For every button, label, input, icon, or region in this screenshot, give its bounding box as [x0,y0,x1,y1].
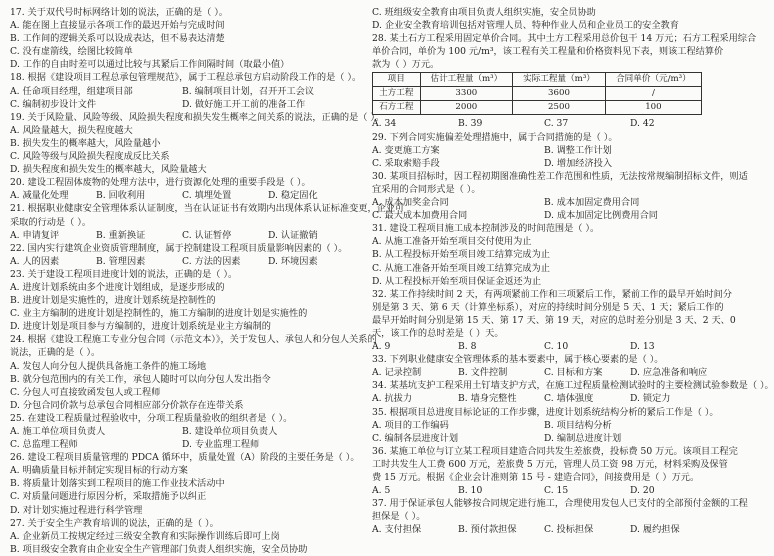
option-row [372,523,716,536]
answer-option: C. 目标和方案 [544,367,603,379]
text-line: 说法，正确的是（ ）。 [10,347,101,359]
answer-option: D. 成本加固定比例费用合同 [544,210,658,222]
answer-option: B. 重新换证 [96,229,146,241]
text-line: A. 风险量越大，损失程度越大 [10,124,133,136]
answer-option: B. 管理因素 [96,255,146,267]
text-line: B. 进度计划是实施性的，进度计划系统是控制性的 [10,295,216,307]
answer-option: B. 成本加固定费用合同 [544,197,640,209]
question-stem: 25. 在建设工程质量过程验收中，分项工程质量验收的组织者是（ ）。 [10,412,293,424]
answer-option: D. 环境因素 [268,255,318,267]
text-line: 费 15 万元。根据《企业会计准则第 15 号 - 建造合同》，间接费用是（ ）万元。 [372,472,700,483]
text-line: D. 从工程投标开始至项目保证金返还为止 [372,275,542,287]
answer-option: C. 总监理工程师 [10,439,78,451]
answer-option: C. 编制各层进度计划 [372,432,459,444]
answer-option: B. 39 [458,118,483,130]
answer-option: A. 申请复评 [10,229,60,241]
text-line: C. 从施工准备开始至项目竣工结算完成为止 [372,262,550,274]
answer-option: D. 认证撤销 [268,229,318,241]
answer-option: C. 墙体强度 [544,393,594,405]
text-line: C. 班组级安全教育由项目负责人组织实施，安全员协助 [372,7,596,18]
answer-option: C. 投标担保 [544,524,594,536]
option-row [372,432,716,445]
question-stem: 27. 关于安全生产教育培训的说法，正确的是（ ）。 [10,517,219,529]
text-line: A. 发包人向分包人提供具备施工条件的施工场地 [10,360,207,372]
answer-option: A. 5 [372,485,391,497]
question-stem: 30. 某项目招标时，因工程初期图准确性差工作范围和性质，无法按常规编制招标文件，则适 [372,170,748,182]
answer-option: A. 任命项目经理，组建项目部 [10,85,133,97]
option-row [372,196,716,209]
answer-option: A. 施工单位项目负责人 [10,426,106,437]
text-line: B. 项目级安全教育由企业安全生产管理部门负责人组织实施，安全员协助 [10,543,308,555]
question-stem: 18. 根据《建设项目工程总承包管理规范》，属于工程总承包方启动阶段工作的是（ ）。 [10,72,362,84]
answer-option: D. 履约担保 [630,524,680,536]
table-header-cell: 项目 [373,73,421,87]
answer-option: C. 编制初步设计文件 [10,98,97,110]
text-line: B. 损失发生的概率越大，风险量越小 [10,137,161,149]
text-line: B. 从工程投标开始至项目竣工结算完成为止 [372,249,550,261]
answer-option: A. 变更施工方案 [372,144,440,156]
table-cell: / [605,87,701,101]
question-stem: 36. 某施工单位与订立某工程项目建造合同共发生差旅费，投标费 50 万元。该项目工程完 [372,445,738,457]
option-row [10,438,354,451]
answer-option: D. 应急准备和响应 [630,367,708,379]
option-row [372,419,716,432]
option-row [10,85,354,98]
answer-option: C. 认证暂停 [182,229,232,241]
text-line: A. 进度计划系统由多个进度计划组成，是逐步形成的 [10,281,225,293]
text-line: 天，该工作的总时差是（ ）天。 [372,327,504,339]
right-column-bottom [372,117,774,536]
answer-option: D. 专业监理工程师 [182,439,260,451]
text-line: 款为（ ）万元。 [372,59,440,71]
table-header-cell: 合同单价（元/m³） [605,73,701,87]
answer-option: C. 10 [544,341,569,353]
answer-option: C. 15 [544,485,569,497]
text-line: 别是第 3 天、第 6 天（计算坐标系），对应的持续时间分别是 5 天、1 天；紧后工作的 [372,301,724,313]
answer-option: B. 建设单位项目负责人 [182,426,278,437]
answer-option: C. 填埋处置 [182,190,232,202]
answer-option: B. 调整工作计划 [544,144,612,156]
answer-option: B. 预付款担保 [458,524,517,536]
question-stem: 24. 根据《建设工程施工专业分包合同（示范文本）》，关于发包人、承包人和分包人关系的 [10,334,377,346]
answer-option: D. 增加经济投入 [544,157,613,169]
answer-option: D. 20 [630,485,655,497]
answer-option: C. 采取索赔手段 [372,157,440,169]
answer-option: B. 回收利用 [96,190,146,202]
question-stem: 31. 建设工程项目施工成本控制涉及的时间范围是（ ）。 [372,223,600,235]
answer-option: B. 墙身完整性 [458,393,517,405]
answer-option: A. 9 [372,341,391,353]
question-stem: 19. 关于风险量、风险等级、风险损失程度和损失发生概率之间关系的说法，正确的是（ ）。 [10,111,385,123]
text-line: C. 分包人可直接致函发包人或工程师 [10,386,161,398]
right-column [372,6,774,536]
question-stem: 29. 下列合同实施偏差处理措施中，属于合同措施的是（ ）。 [372,131,618,143]
text-line: C. 风险等级与风险损失程度成反比关系 [10,151,170,163]
text-line: D. 工作的自由时差可以通过比较与其紧后工作间隔时间（取最小值） [10,59,290,71]
answer-option: B. 项目结构分析 [544,419,612,431]
table-header-cell: 估计工程量（m³） [420,73,513,87]
answer-option: A. 人的因素 [10,255,60,267]
option-row [10,189,354,202]
text-line: B. 将质量计划落实到工程项目的施工作业技术活动中 [10,478,225,490]
table-cell: 3600 [513,87,606,101]
text-line: C. 没有虚箭线，绘图比较简单 [10,46,133,58]
answer-option: C. 最大成本加费用合同 [372,210,468,222]
answer-option: A. 34 [372,118,397,130]
table-row [373,87,702,101]
option-row [10,425,354,438]
text-line: D. 分包合同价款与总承包合同相应部分价款存在连带关系 [10,399,244,411]
table-cell: 2000 [420,101,513,115]
option-row [10,229,354,242]
answer-option: A. 抗拔力 [372,393,413,405]
answer-option: C. 37 [544,118,569,130]
text-line: D. 企业安全教育培训包括对管理人员、特种作业人员和企业员工的安全教育 [372,20,679,32]
question-stem: 17. 关于双代号时标网络计划的说法，正确的是（ ）。 [10,7,228,18]
text-line: A. 企业新员工按规定经过三级安全教育和实际操作训练后即可上岗 [10,530,280,542]
answer-option: A. 支付担保 [372,524,422,536]
answer-option: C. 方法的因素 [182,255,241,267]
text-line: B. 工作间的逻辑关系可以设成表达，但不易表达清楚 [10,33,225,45]
right-column-top [372,6,757,71]
option-row [10,255,354,268]
text-line: 最早开始时间分别是第 15 天、第 17 天、第 19 天，对应的总时差分别是 3 天、2 天、0 [372,314,736,326]
text-line: D. 进度计划是项目参与方编制的，进度计划系统是业主方编制的 [10,321,271,333]
answer-option: B. 编制项目计划，召开开工会议 [182,85,315,97]
answer-option: D. 锁定力 [630,393,671,405]
answer-option: D. 稳定固化 [268,190,318,202]
question-stem: 32. 某工作持续时间 2 天，有两项紧前工作和三项紧后工作，紧前工作的最早开始时间分 [372,288,732,300]
text-line: 采取的行动是（ ）。 [10,216,92,228]
text-line: 宜采用的合同形式是（ ）。 [372,183,481,195]
option-row [372,340,716,353]
option-row [10,98,354,111]
table-header-row [373,73,702,87]
text-line: 担保是（ ）。 [372,511,426,523]
text-line: A. 从施工准备开始至项目交付使用为止 [372,236,532,248]
text-line: C. 对质量问题进行原因分析，采取措施予以纠正 [10,491,207,503]
answer-option: D. 编制总进度计划 [544,432,622,444]
question-stem: 26. 建设工程项目质量管理的 PDCA 循环中，质量处置（A）阶段的主要任务是（ ）。 [10,452,360,464]
answer-option: B. 10 [458,485,483,497]
text-line: C. 业主方编制的进度计划是控制性的，施工方编制的进度计划是实施性的 [10,308,308,320]
answer-option: A. 成本加奖金合同 [372,197,449,209]
table-row [373,101,702,115]
text-line: D. 对计划实施过程进行科学管理 [10,504,143,516]
question-stem: 22. 国内实行建筑企业资质管理制度，属于控制建设工程项目质量影响因素的（ ）。 [10,242,348,254]
question-stem: 37. 用于保证承包人能够按合同规定进行施工，合理使用发包人已支付的全部预付金额的工程 [372,498,748,510]
text-line: A. 明确质量目标并制定实现目标的行动方案 [10,465,188,477]
option-row [372,117,716,130]
answer-option: D. 42 [630,118,655,130]
option-row [372,209,716,222]
answer-option: B. 8 [458,341,477,353]
text-line: B. 就分包范围内的有关工作，承包人随时可以向分包人发出指令 [10,373,271,385]
question-stem: 34. 某基坑支护工程采用土钉墙支护方式，在施工过程质量检测试验时的主要检测试验参数是（ ）。 [372,380,774,392]
answer-option: A. 记录控制 [372,367,422,379]
option-row [372,157,716,170]
answer-option: B. 文件控制 [458,367,508,379]
text-line: A. 能在图上直接显示各项工作的最迟开始与完成时间 [10,20,225,32]
question-stem: 28. 某土石方工程采用固定单价合同。其中土方工程采用总价包干 14 万元；石方工程采用综合 [372,33,757,45]
question-stem: 33. 下列职业健康安全管理体系的基本要素中，属于核心要素的是（ ）。 [372,354,664,366]
table-cell: 石方工程 [373,101,421,115]
table-header-cell: 实际工程量（m³） [513,73,606,87]
text-line: D. 损失程度和损失发生的概率越大，风险量越大 [10,164,207,176]
answer-option: A. 项目的工作编码 [372,419,449,431]
table-cell: 2500 [513,101,606,115]
question-stem: 35. 根据项目总进度目标论证的工作步骤，进度计划系统结构分析的紧后工作是（ ）。 [372,406,719,418]
answer-option: A. 减量化处理 [10,190,69,202]
option-row [372,392,716,405]
question-stem: 23. 关于建设工程项目进度计划的说法，正确的是（ ）。 [10,268,238,280]
option-row [372,144,716,157]
question-stem: 21. 根据职业健康安全管理体系认证制度，当在认证证书有效期内出现体系认证标准变更，企业可 [10,203,405,215]
option-row [372,484,716,497]
table-cell: 100 [605,101,701,115]
text-line: 单价合同，单价为 100 元/m³，该工程有关工程量和价格资料见下表，则该工程结算价 [372,46,724,58]
table-cell: 3300 [420,87,513,101]
price-table [372,72,702,115]
answer-option: D. 13 [630,341,655,353]
text-line: 工时共发生人工费 600 万元，差旅费 5 万元，管理人员工资 98 万元，材料采购及保管 [372,458,728,470]
option-row [372,366,716,379]
table-cell: 土方工程 [373,87,421,101]
answer-option: D. 做好施工开工前的准备工作 [182,98,306,110]
question-stem: 20. 建设工程固体废物的处理方法中，进行资源化处理的重要手段是（ ）。 [10,177,311,189]
